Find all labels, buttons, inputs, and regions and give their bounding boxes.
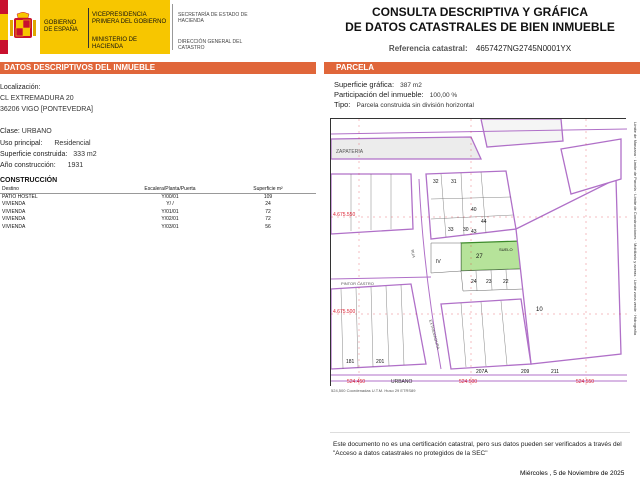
localizacion-line1: CL EXTREMADURA 20 — [0, 95, 74, 102]
cadastral-map[interactable] — [330, 118, 626, 386]
table-cell: PATIO HOSTEL — [2, 194, 38, 200]
parcel-label: 201 — [376, 359, 385, 365]
table-cell: Y/03/01 — [161, 223, 179, 230]
superficie-label: Superficie construida: — [0, 151, 68, 158]
parcel-label-selected: 27 — [476, 254, 483, 260]
coord-y2: 4.675.500 — [333, 309, 356, 315]
uso-row — [0, 140, 320, 147]
table-row — [0, 208, 316, 216]
table-cell: VIVIENDA — [2, 223, 26, 230]
table-header: Destino — [0, 186, 120, 193]
coat-of-arms-icon — [10, 12, 36, 42]
coord-system: 524,500 Coordenadas U.T.M. Huso 29 ETRS89 — [331, 388, 416, 393]
parcel-label: 40 — [471, 207, 477, 213]
legend-item: Hidrografía — [633, 315, 638, 336]
government-header — [0, 0, 320, 54]
parcel-label: 32 — [433, 179, 439, 185]
parcel-label: IV — [436, 259, 441, 265]
table-row — [0, 223, 316, 231]
parcel-label: SUELO — [499, 247, 513, 252]
document-title — [330, 5, 630, 35]
table-header-row — [0, 186, 316, 193]
table-cell: VIVIENDA — [2, 201, 26, 208]
coord-x1: 524.450 — [347, 379, 366, 385]
parcel-label: 207A — [476, 369, 488, 375]
table-cell: Y/00/01 — [161, 194, 179, 200]
construccion-table — [0, 186, 316, 231]
title-line-1: CONSULTA DESCRIPTIVA Y GRÁFICA — [371, 5, 588, 19]
legend-item: Límite zona verde — [633, 279, 638, 312]
table-row — [0, 193, 316, 201]
anio-value: 1931 — [67, 162, 84, 169]
superficie-row — [0, 151, 320, 158]
table-cell: Y/ / — [166, 201, 174, 208]
parcel-label: 44 — [481, 219, 487, 225]
street-label: RUA — [410, 249, 417, 259]
street-label: EXTREMADURA — [428, 319, 441, 350]
sup-grafica-label: Superficie gráfica: — [334, 80, 395, 89]
legend-item: Límite de Parcela — [633, 159, 638, 191]
direccion-label: DIRECCIÓN GENERAL DEL CATASTRO — [178, 39, 243, 51]
participacion-label: Participación del inmueble: — [334, 90, 424, 99]
table-header: Escalera/Planta/Puerta — [120, 186, 220, 193]
table-cell: Y/01/01 — [161, 208, 179, 215]
divider — [88, 8, 89, 48]
anio-label: Año construcción: — [0, 162, 56, 169]
parcel-label: 43 — [471, 229, 477, 235]
map-legend: Límite de Manzana · Límite de Parcela · Límite de Construcciones · Mobiliario y aceras · Límite zona verde · Hidrografía — [633, 122, 638, 336]
table-cell: VIVIENDA — [2, 208, 26, 215]
spain-flag-stripe — [0, 0, 8, 54]
table-row — [0, 201, 316, 209]
participacion-row — [334, 90, 457, 99]
table-cell: 72 — [265, 208, 271, 215]
legend-item: Mobiliario y aceras — [633, 243, 638, 277]
vicepresidencia-label: VICEPRESIDENCIA PRIMERA DEL GOBIERNO — [92, 12, 167, 25]
table-cell: 56 — [265, 223, 271, 230]
section-bar-parcela: PARCELA — [324, 62, 640, 74]
construccion-title: CONSTRUCCIÓN — [0, 177, 58, 184]
clase-row — [0, 128, 320, 135]
street-label: PINTOR CASTRO — [341, 281, 374, 286]
parcel-label: 211 — [551, 369, 559, 375]
section-bar-inmueble: DATOS DESCRIPTIVOS DEL INMUEBLE — [0, 62, 316, 74]
ministry-box — [40, 0, 170, 54]
superficie-value: 333 m2 — [73, 151, 97, 158]
localizacion-label: Localización: — [0, 84, 41, 91]
secretaria-label: SECRETARÍA DE ESTADO DE HACIENDA — [178, 12, 248, 24]
tipo-value: Parcela construida sin división horizontal — [356, 102, 474, 109]
divider — [330, 432, 630, 433]
table-cell: VIVIENDA — [2, 216, 26, 223]
parcel-label: 31 — [451, 179, 457, 185]
legend-item: Límite de Construcciones — [633, 194, 638, 240]
map-svg — [331, 119, 627, 387]
tipo-row — [334, 100, 474, 109]
street-label: ZAPATERIA — [336, 149, 364, 155]
parcel-label: 23 — [486, 279, 492, 285]
table-cell: 72 — [265, 216, 271, 223]
ref-value[interactable]: 4657427NG2745N0001YX — [475, 44, 572, 53]
coord-x3: 524.550 — [576, 379, 595, 385]
participacion-value: 100,00 % — [429, 92, 458, 99]
clase-label: Clase: — [0, 128, 20, 135]
parcel-label: 10 — [536, 307, 543, 313]
table-cell: 109 — [263, 194, 273, 200]
uso-value: Residencial — [54, 140, 91, 147]
sup-grafica-row — [334, 80, 422, 89]
issue-date: Miércoles , 5 de Noviembre de 2025 — [520, 470, 625, 477]
disclaimer-note: Este documento no es una certificación catastral, pero sus datos pueden ser verificados a través del "Acceso a datos catastrales no protegidos de la SEC" — [333, 441, 622, 457]
title-line-2: DE DATOS CATASTRALES DE BIEN INMUEBLE — [345, 20, 615, 34]
coord-y1: 4.675.550 — [333, 212, 356, 218]
parcel-label: 33 — [448, 227, 454, 233]
ministerio-label: MINISTERIO DE HACIENDA — [92, 37, 138, 50]
tipo-label: Tipo: — [334, 100, 351, 109]
divider — [172, 4, 173, 50]
localizacion-line2: 36206 VIGO [PONTEVEDRA] — [0, 106, 93, 113]
coord-urbano: URBANO — [391, 379, 413, 385]
uso-label: Uso principal: — [0, 140, 43, 147]
parcel-label: 24 — [471, 279, 477, 285]
parcel-label: 181 — [346, 359, 355, 365]
legend-item: Límite de Manzana — [633, 122, 638, 157]
clase-value: URBANO — [21, 128, 52, 135]
gov-label: GOBIERNO DE ESPAÑA — [44, 20, 78, 33]
parcel-label: 22 — [503, 279, 509, 285]
coord-x2: 524.500 — [459, 379, 478, 385]
table-cell: Y/02/01 — [161, 216, 179, 223]
reference-line — [330, 44, 630, 53]
table-header: Superficie m² — [220, 186, 316, 193]
sup-grafica-value: 387 m2 — [400, 82, 422, 89]
table-row — [0, 216, 316, 224]
parcel-label: 30 — [463, 227, 469, 233]
table-cell: 24 — [265, 201, 271, 208]
anio-row — [0, 162, 320, 169]
ref-label: Referencia catastral: — [388, 44, 468, 53]
parcel-label: 209 — [521, 369, 530, 375]
secretaria-box — [172, 0, 320, 54]
